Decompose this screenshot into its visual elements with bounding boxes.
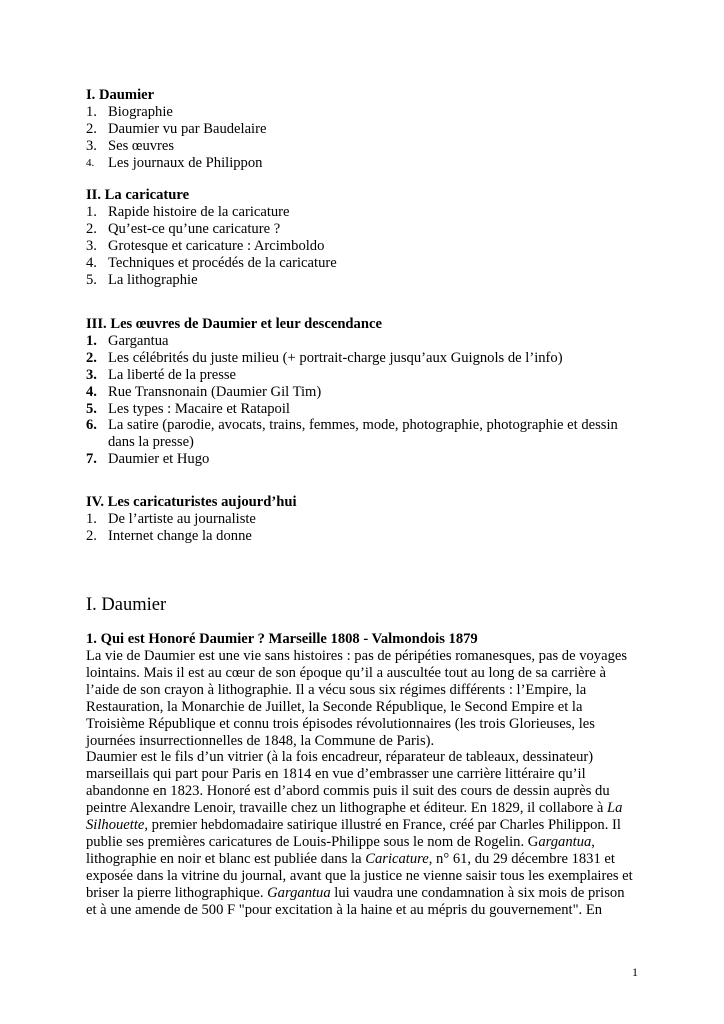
list-text: La lithographie [108, 271, 198, 288]
list-text: Les types : Macaire et Ratapoil [108, 400, 290, 417]
list-number: 3. [86, 137, 97, 154]
list-text: Rue Transnonain (Daumier Gil Tim) [108, 383, 322, 400]
toc-list-item [86, 272, 646, 289]
italic-text: Caricature [365, 850, 429, 867]
text-run: Restauration, la Monarchie de Juillet, la Seconde République, le Second Empire et la [86, 698, 583, 715]
toc-section-4 [86, 494, 646, 545]
toc-list-item [86, 350, 646, 367]
body-paragraph [86, 648, 656, 919]
text-run: lui vaudra une condamnation à six mois de prison [330, 884, 625, 901]
text-run: abandonne en 1823. Honoré est d’abord commis puis il suit des cours de dessin auprès du [86, 783, 610, 800]
italic-text: La [606, 800, 623, 817]
text-run: publie ses premières caricatures de Louis-Philippe sous le nom de Rogelin. G [86, 833, 539, 850]
list-number: 2. [86, 527, 97, 544]
text-run: , premier hebdomadaire satirique illustré en France, créé par Charles Philippon. Il [144, 817, 621, 834]
list-number: 3. [86, 237, 97, 254]
list-number: 1. [86, 510, 97, 527]
toc-section-title: II. La caricature [86, 187, 190, 203]
list-text: Daumier et Hugo [108, 451, 210, 468]
paragraph-line [86, 834, 656, 851]
toc-list-item [86, 204, 646, 221]
list-text: Ses œuvres [108, 137, 175, 154]
text-run: journées insurrectionnelles de 1848, la Commune de Paris). [86, 732, 435, 749]
paragraph-line [86, 749, 656, 766]
paragraph-line [86, 733, 656, 750]
paragraph-line [86, 885, 656, 902]
list-text: Rapide histoire de la caricature [108, 203, 290, 220]
list-number: 2. [86, 120, 97, 137]
list-text: Techniques et procédés de la caricature [108, 254, 337, 271]
list-text: Biographie [108, 103, 173, 120]
toc-section-3 [86, 316, 646, 468]
list-number: 5. [86, 400, 97, 417]
italic-text: argantua [538, 833, 592, 850]
text-run: et à une amende de 500 F "pour excitation à la haine et au mépris du gouvernement". En [86, 901, 603, 918]
list-text: Les célébrités du juste milieu (+ portrait-charge jusqu’aux Guignols de l’info) [108, 349, 563, 366]
paragraph-line [86, 817, 656, 834]
list-number: 6. [86, 417, 97, 434]
toc-list-item [86, 138, 646, 155]
list-number: 3. [86, 366, 97, 383]
list-text: De l’artiste au journaliste [108, 510, 256, 527]
paragraph-line [86, 868, 656, 885]
paragraph-line [86, 648, 656, 665]
italic-text: Silhouette [86, 817, 145, 834]
toc-section-2 [86, 187, 646, 288]
toc-list-item [86, 221, 646, 238]
list-text: Internet change la donne [108, 527, 252, 544]
list-number: 1. [86, 103, 97, 120]
text-run: exposée dans la vitrine du journal, avant que la justice ne vienne saisir tous les exemplaires et [86, 867, 633, 884]
paragraph-line [86, 682, 656, 699]
text-run: lithographie en noir et blanc est publiée dans la [86, 850, 366, 867]
text-run: briser la pierre lithographique. [86, 884, 268, 901]
toc-list-item [86, 238, 646, 255]
toc-section-1 [86, 87, 646, 172]
list-text: Les journaux de Philippon [108, 154, 263, 171]
italic-text: Gargantua [267, 884, 331, 901]
section-heading: I. Daumier [86, 595, 167, 615]
text-run: peintre Alexandre Lenoir, travaille chez un lithographe et éditeur. En 1829, il collabore à [86, 800, 607, 817]
toc-list-item [86, 104, 646, 121]
text-run: , [591, 833, 595, 850]
paragraph-line [86, 716, 656, 733]
paragraph-line [86, 699, 656, 716]
toc-section-title: IV. Les caricaturistes aujourd’hui [86, 494, 297, 510]
toc-section-title: III. Les œuvres de Daumier et leur descendance [86, 316, 382, 332]
list-text: Grotesque et caricature : Arcimboldo [108, 237, 325, 254]
list-number: 7. [86, 451, 97, 468]
list-number: 4. [86, 156, 95, 169]
list-number: 2. [86, 349, 97, 366]
toc-list-item [86, 451, 646, 468]
toc-list-item [86, 367, 646, 384]
list-text: Gargantua [108, 332, 169, 349]
page-number: 1 [632, 965, 638, 979]
list-text: La liberté de la presse [108, 366, 237, 383]
list-number: 5. [86, 271, 97, 288]
paragraph-line [86, 766, 656, 783]
paragraph-line [86, 665, 656, 682]
toc-list-item [86, 121, 646, 138]
toc-list-item [86, 384, 646, 401]
text-run: marseillais qui part pour Paris en 1814 en vue d’embrasser une carrière littéraire qu’il [86, 766, 586, 783]
toc-list-item [86, 417, 646, 451]
text-run: l’aide de son crayon à lithographie. Il a vécu sous six régimes différents : l’Empire, la [86, 681, 587, 698]
toc-list-item [86, 333, 646, 350]
paragraph-line [86, 902, 656, 919]
list-text: Daumier vu par Baudelaire [108, 120, 267, 137]
toc-list-item [86, 155, 646, 172]
toc-list-item [86, 528, 646, 545]
subheading: 1. Qui est Honoré Daumier ? Marseille 1808 - Valmondois 1879 [86, 631, 478, 647]
paragraph-line [86, 851, 656, 868]
paragraph-line [86, 783, 656, 800]
list-number: 1. [86, 332, 97, 349]
toc-list-item [86, 511, 646, 528]
list-number: 4. [86, 383, 97, 400]
toc-section-title: I. Daumier [86, 87, 155, 103]
list-text: La satire (parodie, avocats, trains, femmes, mode, photographie, photographie et dessin dans la presse) [108, 417, 618, 451]
text-run: Troisième République et connu trois épisodes révolutionnaires (les trois Glorieuses, les [86, 715, 595, 732]
toc-list-item [86, 401, 646, 418]
paragraph-line [86, 800, 656, 817]
list-number: 2. [86, 220, 97, 237]
text-run: , n° 61, du 29 décembre 1831 et [428, 850, 615, 867]
toc-list-item [86, 255, 646, 272]
list-text: Qu’est-ce qu’une caricature ? [108, 220, 281, 237]
list-number: 1. [86, 203, 97, 220]
text-run: lointains. Mais il est au cœur de son époque qu’il a auscultée tout au long de sa carrière à [86, 664, 606, 681]
list-number: 4. [86, 254, 97, 271]
text-run: Daumier est le fils d’un vitrier (à la fois encadreur, réparateur de tableaux, dessinateur) [86, 749, 594, 766]
text-run: La vie de Daumier est une vie sans histoires : pas de péripéties romanesques, pas de voyages [86, 648, 628, 664]
